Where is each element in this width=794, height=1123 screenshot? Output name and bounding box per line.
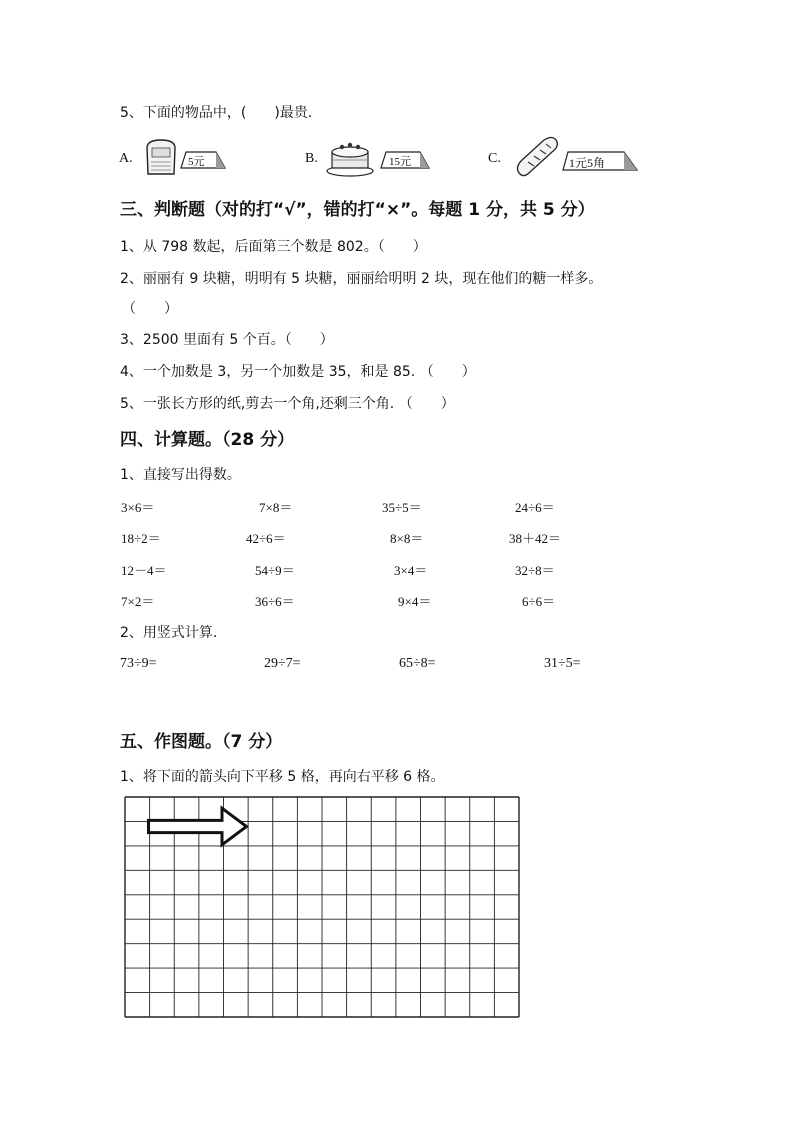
option-c-letter: C. bbox=[488, 151, 501, 166]
vertical-calc-3: 65÷8= bbox=[399, 656, 436, 671]
calc-r1-c1: 3×6＝ bbox=[121, 500, 155, 515]
vertical-calc-1: 73÷9= bbox=[120, 656, 157, 671]
price-c: 1元5角 bbox=[569, 156, 606, 170]
section4-title: 四、计算题。（28 分） bbox=[120, 430, 295, 450]
calc-r2-c2: 42÷6＝ bbox=[246, 531, 286, 546]
drawing-grid[interactable] bbox=[124, 796, 520, 1018]
judge-item-1: 1、从 798 数起，后面第三个数是 802。（ ） bbox=[120, 239, 427, 255]
section3-title: 三、判断题（对的打“√”，错的打“×”。每题 1 分，共 5 分） bbox=[120, 200, 595, 220]
calc-r3-c2: 54÷9＝ bbox=[255, 563, 295, 578]
judge-item-3: 3、2500 里面有 5 个百。（ ） bbox=[120, 332, 334, 348]
calc-r4-c1: 7×2＝ bbox=[121, 594, 155, 609]
calc-r2-c4: 38＋42＝ bbox=[509, 531, 562, 546]
vertical-calc-2: 29÷7= bbox=[264, 656, 301, 671]
judge-item-2: 2、丽丽有 9 块糖，明明有 5 块糖，丽丽给明明 2 块，现在他们的糖一样多。 bbox=[120, 271, 603, 287]
judge-item-2-blank: （ ） bbox=[122, 301, 178, 317]
calc-r3-c3: 3×4＝ bbox=[394, 563, 428, 578]
price-b: 15元 bbox=[389, 156, 411, 168]
vertical-calc-4: 31÷5= bbox=[544, 656, 581, 671]
section5-title: 五、作图题。（7 分） bbox=[120, 732, 283, 752]
drawing-instruction: 1、将下面的箭头向下平移 5 格，再向右平移 6 格。 bbox=[120, 769, 445, 785]
calc-r1-c2: 7×8＝ bbox=[259, 500, 293, 515]
arrow-shape bbox=[149, 808, 247, 845]
judge-item-4: 4、一个加数是 3，另一个加数是 35，和是 85. （ ） bbox=[120, 364, 476, 380]
q5-question: 5、下面的物品中，( )最贵. bbox=[120, 105, 313, 121]
calc-r1-c3: 35÷5＝ bbox=[382, 500, 422, 515]
bread-loaf-icon bbox=[143, 138, 179, 178]
baguette-icon bbox=[514, 136, 560, 178]
price-tag-b bbox=[380, 151, 430, 169]
price-tag-c bbox=[562, 151, 638, 171]
option-b-letter: B. bbox=[305, 151, 318, 166]
calc-r4-c4: 6÷6＝ bbox=[522, 594, 556, 609]
calc-r3-c4: 32÷8＝ bbox=[515, 563, 555, 578]
cake-icon bbox=[326, 138, 376, 178]
price-a: 5元 bbox=[188, 156, 205, 168]
calc-sub1: 1、直接写出得数。 bbox=[120, 467, 241, 483]
calc-r2-c3: 8×8＝ bbox=[390, 531, 424, 546]
calc-r4-c2: 36÷6＝ bbox=[255, 594, 295, 609]
price-tag-a bbox=[180, 151, 226, 169]
calc-r4-c3: 9×4＝ bbox=[398, 594, 432, 609]
calc-sub2: 2、用竖式计算. bbox=[120, 625, 218, 641]
calc-r3-c1: 12－4＝ bbox=[121, 563, 167, 578]
option-a-letter: A. bbox=[119, 151, 133, 166]
judge-item-5: 5、一张长方形的纸,剪去一个角,还剩三个角. （ ） bbox=[120, 396, 455, 412]
calc-r2-c1: 18÷2＝ bbox=[121, 531, 161, 546]
calc-r1-c4: 24÷6＝ bbox=[515, 500, 555, 515]
